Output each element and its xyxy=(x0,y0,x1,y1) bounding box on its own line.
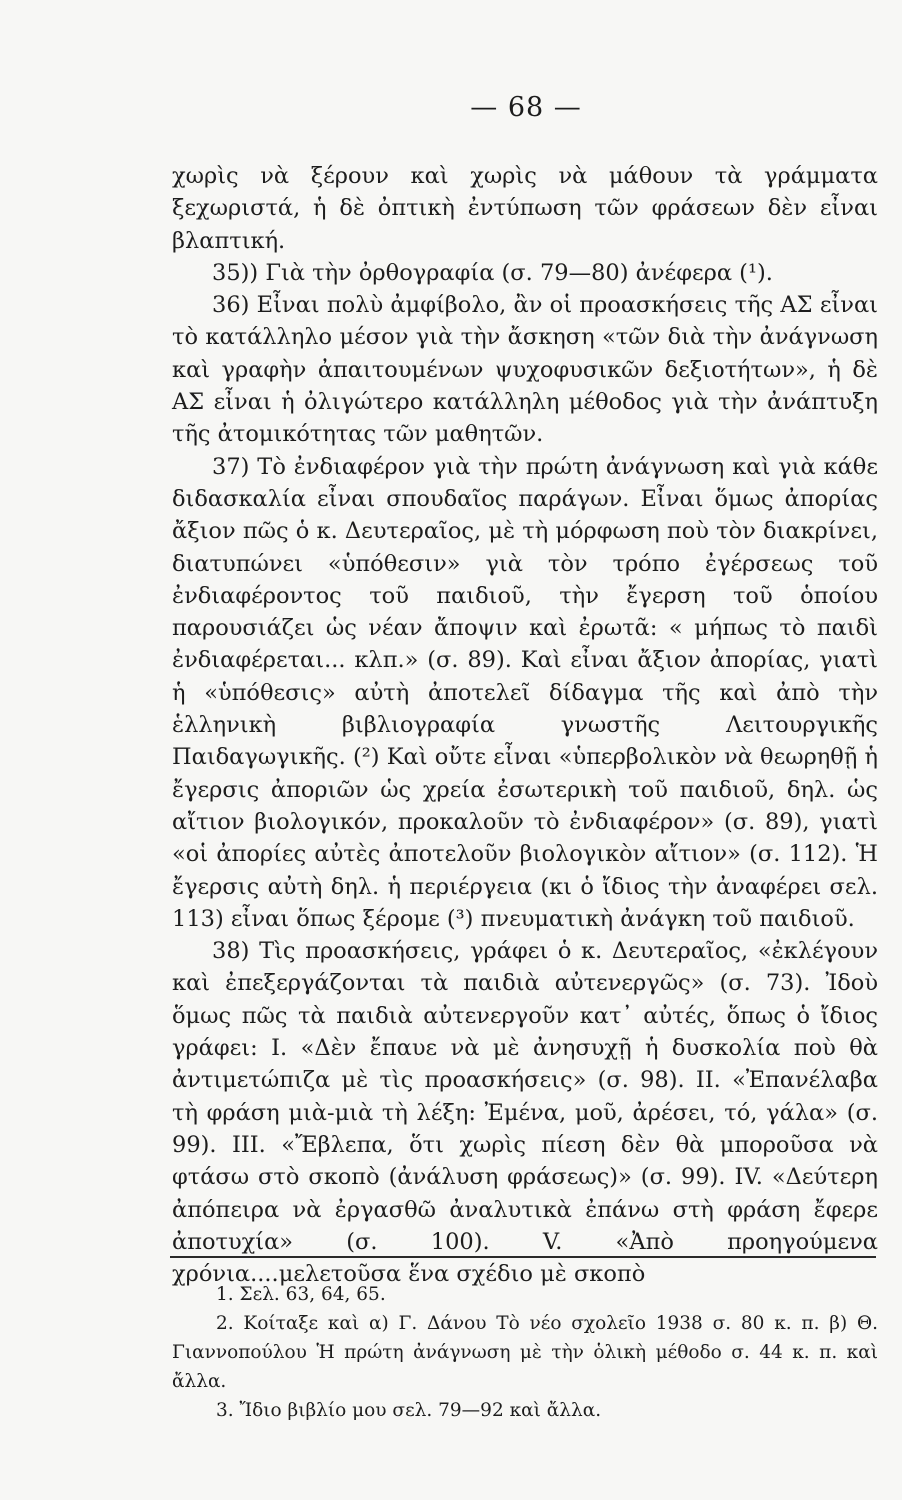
footnotes xyxy=(172,1280,878,1425)
body-text xyxy=(172,160,878,1290)
paragraph: χωρὶς νὰ ξέρουν καὶ χωρὶς νὰ μάθουν τὰ γράμματα ξεχωριστά, ἡ δὲ ὀπτικὴ ἐντύπωση τῶν φράσεων δὲν εἶναι βλαπτική. xyxy=(172,163,878,254)
footnote: 1. Σελ. 63, 64, 65. xyxy=(216,1284,386,1305)
paragraph: 35)) Γιὰ τὴν ὀρθογραφία (σ. 79—80) ἀνέφερα (¹). xyxy=(212,259,773,286)
paragraph: 38) Τὶς προασκήσεις, γράφει ὁ κ. Δευτεραῖος, «ἐκλέγουν καὶ ἐπεξεργάζονται τὰ παιδιὰ αὐτενεργῶς» (σ. 73). Ἰδοὺ ὅμως πῶς τὰ παιδιὰ αὐτενεργοῦν κατ᾿ αὐτές, ὅπως ὁ ἴδιος γράφει: I. «Δὲν ἔπαυε νὰ μὲ ἀνησυχῇ ἡ δυσκολία ποὺ θὰ ἀντιμετώπιζα μὲ τὶς προασκήσεις» (σ. 98). II. «Ἐπανέλαβα τὴ φράση μιὰ-μιὰ τὴ λέξη: Ἐμένα, μοῦ, ἀρέσει, τό, γάλα» (σ. 99). III. «Ἔβλεπα, ὅτι χωρὶς πίεση δὲν θὰ μποροῦσα νὰ φτάσω στὸ σκοπὸ (ἀνάλυση φράσεως)» (σ. 99). IV. «Δεύτερη ἀπόπειρα νὰ ἐργασθῶ ἀναλυτικὰ ἐπάνω στὴ φράση ἔφερε ἀποτυχία» (σ. 100). V. «Ἀπὸ προηγούμενα χρόνια....μελετοῦσα ἕνα σχέδιο μὲ σκοπὸ xyxy=(172,938,878,1288)
page-number: — 68 — xyxy=(470,92,582,123)
paragraph: 36) Εἶναι πολὺ ἀμφίβολο, ἂν οἱ προασκήσεις τῆς ΑΣ εἶναι τὸ κατάλληλο μέσον γιὰ τὴν ἄσκηση «τῶν διὰ τὴν ἀνάγνωση καὶ γραφὴν ἀπαιτουμένων ψυχοφυσικῶν δεξιοτήτων», ἡ δὲ ΑΣ εἶναι ἡ ὀλιγώτερο κατάλληλη μέθοδος γιὰ τὴν ἀνάπτυξη τῆς ἀτομικότητας τῶν μαθητῶν. xyxy=(172,292,878,448)
footnote: 2. Κοίταξε καὶ α) Γ. Δάνου Τὸ νέο σχολεῖο 1938 σ. 80 κ. π. β) Θ. Γιαννοπούλου Ἡ πρώτη ἀνάγνωση μὲ τὴν ὁλικὴ μέθοδο σ. 44 κ. π. καὶ ἄλλα. xyxy=(172,1313,878,1392)
paragraph: 37) Τὸ ἐνδιαφέρον γιὰ τὴν πρώτη ἀνάγνωση καὶ γιὰ κάθε διδασκαλία εἶναι σπουδαῖος παράγων. Εἶναι ὅμως ἀπορίας ἄξιον πῶς ὁ κ. Δευτεραῖος, μὲ τὴ μόρφωση ποὺ τὸν διακρίνει, διατυπώνει «ὑπόθεσιν» γιὰ τὸν τρόπο ἐγέρσεως τοῦ ἐνδιαφέροντος τοῦ παιδιοῦ, τὴν ἔγερση τοῦ ὁποίου παρουσιάζει ὡς νέαν ἄποψιν καὶ ἐρωτᾶ: « μήπως τὸ παιδὶ ἐνδιαφέρεται... κλπ.» (σ. 89). Καὶ εἶναι ἄξιον ἀπορίας, γιατὶ ἡ «ὑπόθεσις» αὐτὴ ἀποτελεῖ δίδαγμα τῆς καὶ ἀπὸ τὴν ἑλληνικὴ βιβλιογραφία γνωστῆς Λειτουργικῆς Παιδαγωγικῆς. (²) Καὶ οὔτε εἶναι «ὑπερβολικὸν νὰ θεωρηθῇ ἡ ἔγερσις ἀποριῶν ὡς χρεία ἐσωτερικὴ τοῦ παιδιοῦ, δηλ. ὡς αἴτιον βιολογικόν, προκαλοῦν τὸ ἐνδιαφέρον» (σ. 89), γιατὶ «οἱ ἀπορίες αὐτὲς ἀποτελοῦν βιολογικὸν αἴτιον» (σ. 112). Ἡ ἔγερσις αὐτὴ δηλ. ἡ περιέργεια (κι ὁ ἴδιος τὴν ἀναφέρει σελ. 113) εἶναι ὅπως ξέρομε (³) πνευματικὴ ἀνάγκη τοῦ παιδιοῦ. xyxy=(172,453,878,932)
footnote-divider xyxy=(170,1256,876,1258)
footnote: 3. Ἴδιο βιβλίο μου σελ. 79—92 καὶ ἄλλα. xyxy=(216,1400,602,1421)
